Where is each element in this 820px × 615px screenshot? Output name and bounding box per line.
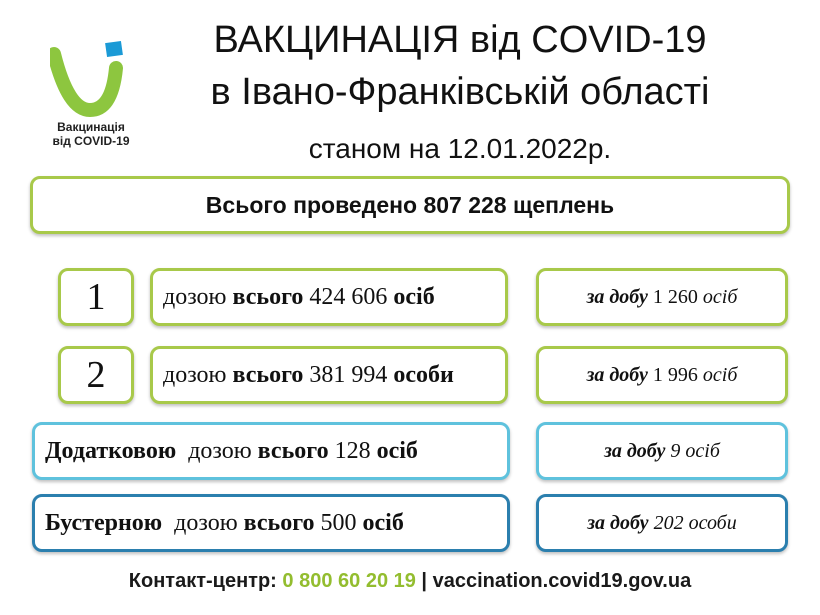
dose-2-total-word: всього [232,361,304,388]
v-logo-icon [50,40,130,118]
booster-dose-unit: осіб [362,509,404,536]
additional-daily-unit: осіб [685,439,720,462]
contact-footer [0,570,820,593]
dose-2-number: 2 [86,354,106,396]
dose-1-word: дозою [163,283,233,310]
contact-phone[interactable]: 0 800 60 20 19 [282,570,416,592]
booster-dose-value: 500 [314,509,363,536]
dose-2-value: 381 994 [303,361,394,388]
contact-center-label: Контакт-центр: [128,570,283,592]
additional-dose-value: 128 [328,437,377,464]
vaccination-logo [36,40,146,150]
booster-daily-label: за добу [587,511,649,534]
dose-2-word: дозою [163,361,233,388]
dose-1-total-word: всього [232,283,304,310]
dose-1-daily-value: 1 260 [647,285,703,308]
dose-1-daily-label: за добу [586,285,648,308]
booster-dose-box [32,494,510,552]
additional-daily-label: за добу [604,439,666,462]
booster-daily-unit: особи [688,511,737,534]
additional-dose-unit: осіб [376,437,418,464]
dose-2-total-box [150,346,508,404]
additional-daily-value: 9 [665,439,686,462]
additional-dose-total-word: всього [257,437,329,464]
dose-2-number-box [58,346,134,404]
additional-daily-box [536,422,788,480]
page-title-line2: в Івано-Франківській області [210,71,710,113]
additional-dose-box [32,422,510,480]
total-vaccinations-text: Всього проведено 807 228 щеплень [205,191,615,218]
additional-dose-label: Додатковою [45,437,177,464]
booster-dose-word: дозою [174,509,244,536]
dose-2-daily-unit: осіб [702,363,738,386]
booster-daily-value: 202 [648,511,689,534]
dose-2-daily-value: 1 996 [647,363,703,386]
vaccination-website-link[interactable]: vaccination.covid19.gov.ua [432,570,692,592]
dose-2-daily-label: за добу [586,363,648,386]
logo-text-line1: Вакцинація [57,120,125,134]
logo-text-line2: від COVID-19 [52,134,130,148]
dose-2-daily-box [536,346,788,404]
dose-2-unit: особи [393,361,454,388]
booster-dose-label: Бустерною [45,509,163,536]
booster-dose-total-word: всього [243,509,315,536]
dose-1-number: 1 [86,276,106,318]
booster-daily-box [536,494,788,552]
dose-1-total-box [150,268,508,326]
dose-1-value: 424 606 [303,283,394,310]
total-vaccinations-box [30,176,790,234]
page-title-line1: ВАКЦИНАЦІЯ від COVID-19 [213,19,707,61]
footer-separator: | [415,570,433,592]
additional-dose-word: дозою [188,437,258,464]
report-date: станом на 12.01.2022р. [308,133,612,164]
dose-1-unit: осіб [393,283,435,310]
dose-1-number-box [58,268,134,326]
dose-1-daily-box [536,268,788,326]
dose-1-daily-unit: осіб [702,285,738,308]
